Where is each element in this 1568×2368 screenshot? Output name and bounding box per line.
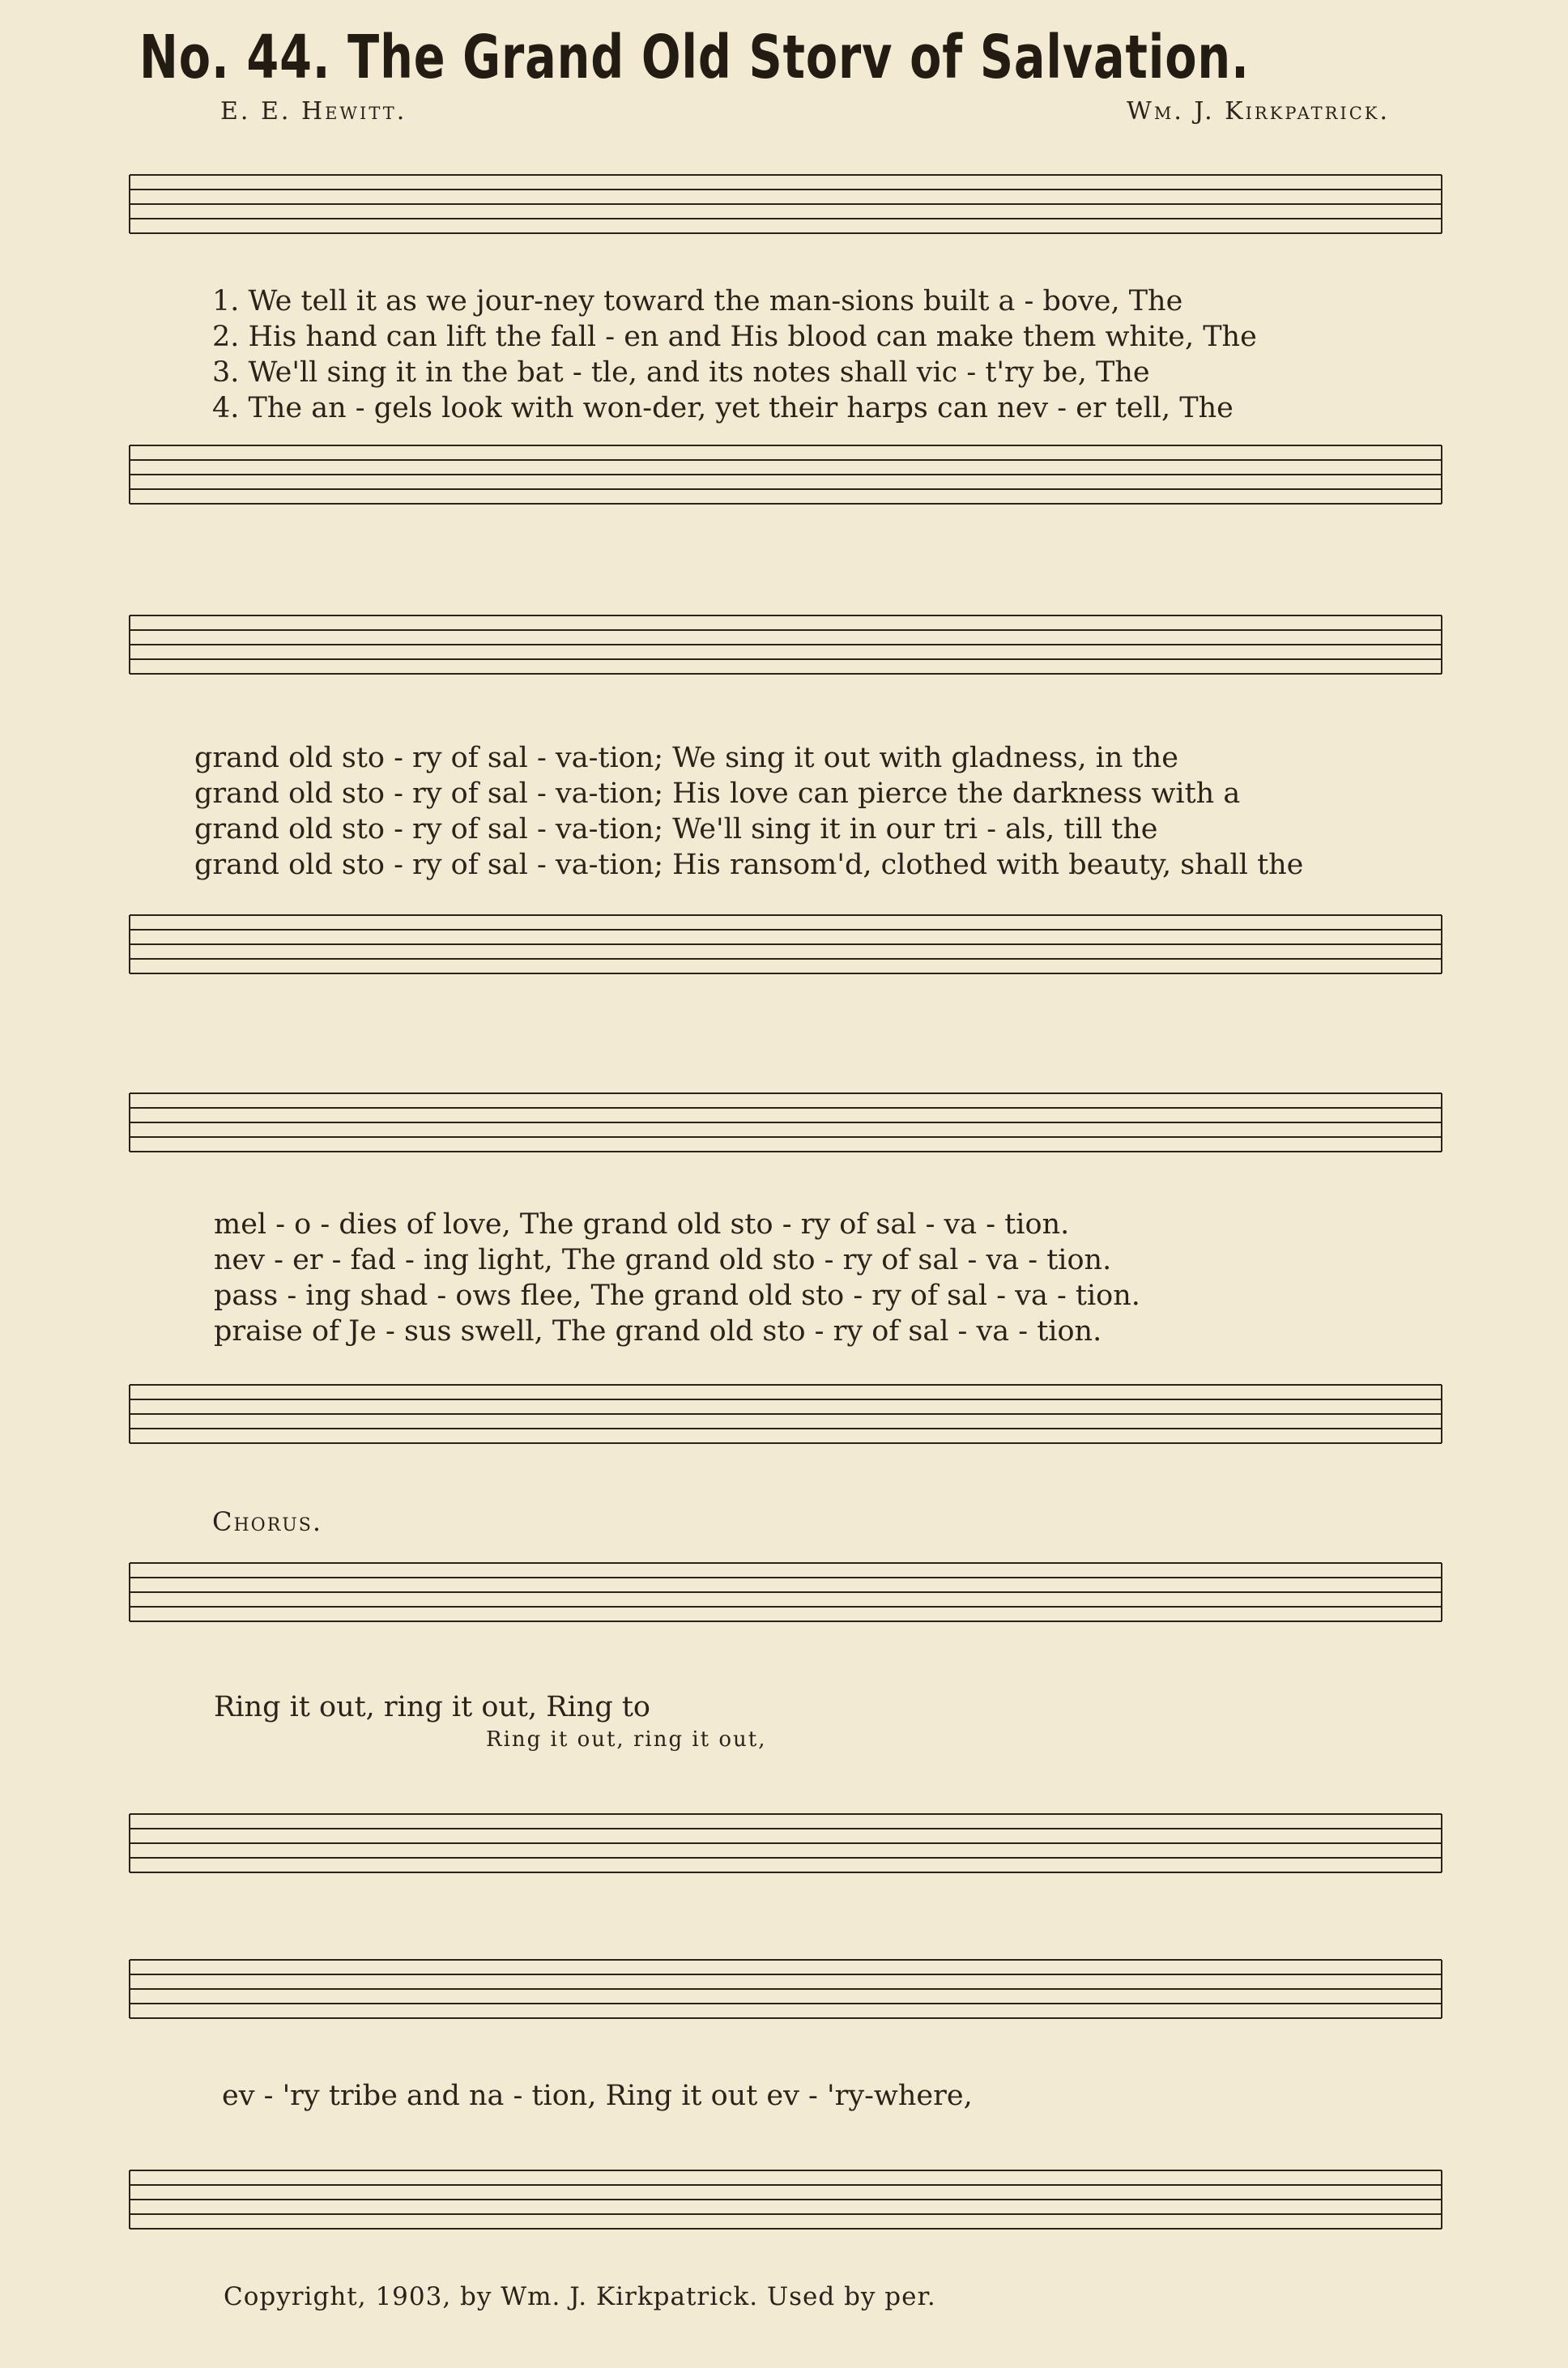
verse-lyrics-block-3 [214, 1207, 1140, 1349]
verse-line: 1. We tell it as we jour-ney toward the man-sions built a - bove, The [212, 285, 1183, 317]
verse-line: grand old sto - ry of sal - va-tion; His ransom'd, clothed with beauty, shall the [194, 849, 1304, 881]
music-staff [121, 899, 1450, 1020]
music-staff [121, 1077, 1450, 1199]
copyright-notice: Copyright, 1903, by Wm. J. Kirkpatrick. Used by per. [224, 2282, 936, 2311]
music-staff [121, 599, 1450, 721]
chorus-line: Ring it out, ring it out, Ring to [214, 1691, 650, 1723]
chorus-echo-line: Ring it out, ring it out, [486, 1727, 767, 1752]
verse-line: grand old sto - ry of sal - va-tion; We sing it out with gladness, in the [194, 742, 1178, 774]
verse-line: 3. We'll sing it in the bat - tle, and its notes shall vic - t'ry be, The [212, 356, 1150, 389]
verse-line: 4. The an - gels look with won-der, yet their harps can nev - er tell, The [212, 392, 1234, 424]
music-staff [121, 429, 1450, 551]
verse-line: praise of Je - sus swell, The grand old sto - ry of sal - va - tion. [214, 1315, 1102, 1348]
verse-line: grand old sto - ry of sal - va-tion; His love can pierce the darkness with a [194, 777, 1241, 810]
music-staff [121, 159, 1450, 280]
verse-line: 2. His hand can lift the fall - en and His blood can make them white, The [212, 321, 1257, 353]
verse-line: nev - er - fad - ing light, The grand old sto - ry of sal - va - tion. [214, 1244, 1112, 1276]
chorus-label: Chorus. [212, 1506, 323, 1537]
music-staff [121, 2154, 1450, 2276]
verse-line: pass - ing shad - ows flee, The grand old sto - ry of sal - va - tion. [214, 1280, 1140, 1312]
music-staff [121, 1798, 1450, 1919]
composer-credit: Wm. J. Kirkpatrick. [1126, 97, 1390, 126]
chorus-line: ev - 'ry tribe and na - tion, Ring it out ev - 'ry-where, [222, 2080, 973, 2112]
verse-lyrics-block-1 [212, 283, 1257, 426]
verse-line: mel - o - dies of love, The grand old sto - ry of sal - va - tion. [214, 1208, 1070, 1241]
hymn-title: No. 44. The Grand Old Storv of Salvation. [139, 23, 1250, 92]
music-staff [121, 1369, 1450, 1490]
verse-lyrics-block-2 [194, 740, 1303, 883]
music-staff [121, 1547, 1450, 1668]
music-staff [121, 1944, 1450, 2065]
chorus-echo-lyrics [486, 1722, 767, 1757]
verse-line: grand old sto - ry of sal - va-tion; We'll sing it in our tri - als, till the [194, 813, 1158, 845]
author-credit: E. E. Hewitt. [220, 97, 407, 126]
chorus-lyrics-2 [222, 2078, 973, 2114]
chorus-lyrics-1 [214, 1689, 650, 1725]
